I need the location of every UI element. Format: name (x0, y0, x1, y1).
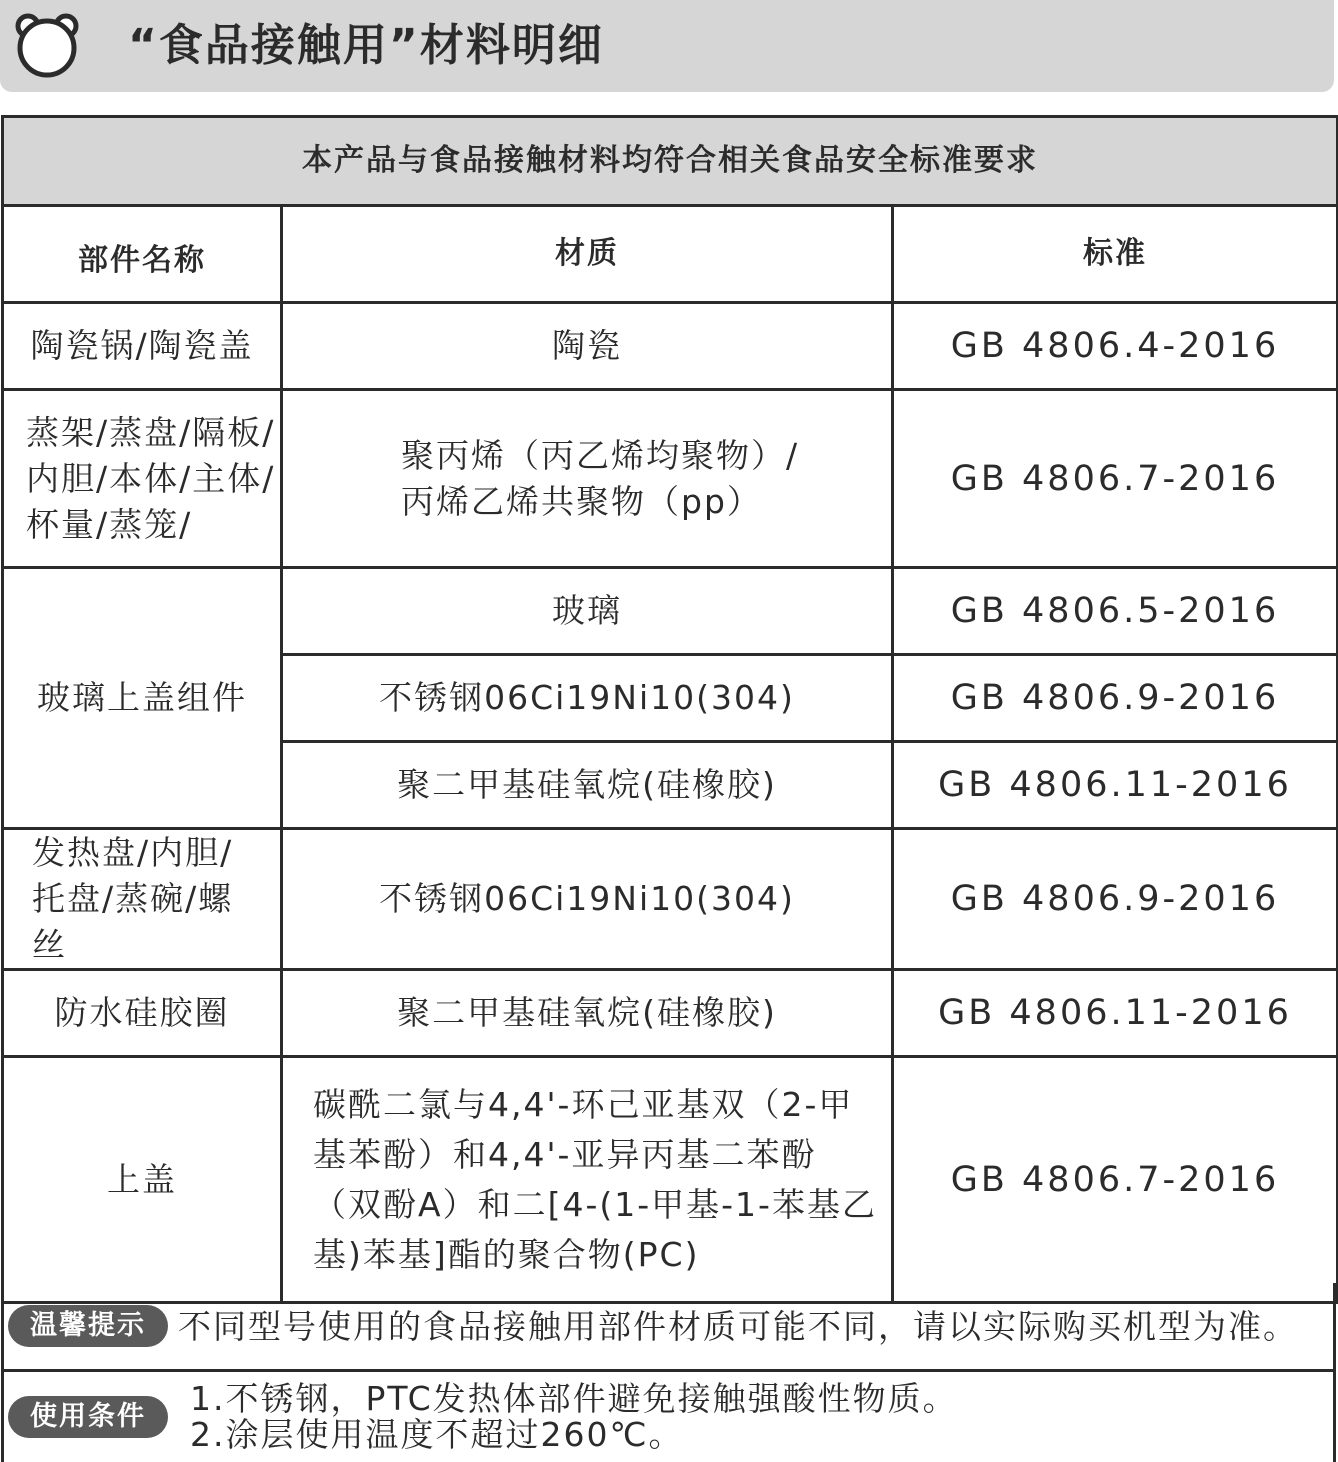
part-cell: 蒸架/蒸盘/隔板/内胆/本体/主体/杯量/蒸笼/ (3, 390, 282, 568)
material-cell: 不锈钢06Ci19Ni10(304) (282, 655, 893, 742)
tips-badge: 温馨提示 (8, 1305, 168, 1347)
bear-head-icon (14, 12, 80, 78)
table-row (3, 829, 1338, 970)
standard-cell: GB 4806.4-2016 (893, 303, 1338, 390)
material-cell: 聚二甲基硅氧烷(硅橡胶) (282, 742, 893, 829)
header-row (3, 206, 1338, 303)
material-cell: 聚二甲基硅氧烷(硅橡胶) (282, 970, 893, 1057)
conditions-badge: 使用条件 (8, 1396, 168, 1438)
table-row (3, 303, 1338, 390)
material-cell: 聚丙烯（丙乙烯均聚物）/丙烯乙烯共聚物（pp） (282, 390, 893, 568)
conditions-row (1, 1372, 1336, 1462)
material-cell: 碳酰二氯与4,4'-环己亚基双（2-甲基苯酚）和4,4'-亚异丙基二苯酚（双酚A）和二[4-(1-甲基-1-苯基乙基)苯基]酯的聚合物(PC) (282, 1057, 893, 1303)
tips-row (1, 1283, 1336, 1372)
page-title: “食品接触用”材料明细 (128, 20, 604, 71)
part-cell: 上盖 (3, 1057, 282, 1303)
column-header-material: 材质 (282, 206, 893, 303)
table-row (3, 390, 1338, 568)
part-cell: 防水硅胶圈 (3, 970, 282, 1057)
standard-cell: GB 4806.11-2016 (893, 742, 1338, 829)
column-header-part: 部件名称 (3, 206, 282, 303)
part-cell: 发热盘/内胆/托盘/蒸碗/螺丝 (3, 829, 282, 970)
part-cell: 玻璃上盖组件 (3, 568, 282, 829)
part-cell: 陶瓷锅/陶瓷盖 (3, 303, 282, 390)
standard-cell: GB 4806.7-2016 (893, 1057, 1338, 1303)
materials-table (1, 115, 1338, 1304)
header-bar (0, 0, 1334, 92)
material-cell: 不锈钢06Ci19Ni10(304) (282, 829, 893, 970)
tips-text: 不同型号使用的食品接触用部件材质可能不同，请以实际购买机型为准。 (178, 1307, 1298, 1346)
compliance-notice: 本产品与食品接触材料均符合相关食品安全标准要求 (3, 117, 1338, 206)
table-row (3, 970, 1338, 1057)
notice-row (3, 117, 1338, 206)
material-cell: 陶瓷 (282, 303, 893, 390)
conditions-line-2: 2.涂层使用温度不超过260℃。 (190, 1415, 684, 1454)
standard-cell: GB 4806.5-2016 (893, 568, 1338, 655)
material-cell: 玻璃 (282, 568, 893, 655)
standard-cell: GB 4806.11-2016 (893, 970, 1338, 1057)
table-row (3, 1057, 1338, 1303)
table-row (3, 568, 1338, 655)
conditions-line-1: 1.不锈钢，PTC发热体部件避免接触强酸性物质。 (190, 1379, 958, 1418)
standard-cell: GB 4806.7-2016 (893, 390, 1338, 568)
standard-cell: GB 4806.9-2016 (893, 655, 1338, 742)
standard-cell: GB 4806.9-2016 (893, 829, 1338, 970)
column-header-standard: 标准 (893, 206, 1338, 303)
